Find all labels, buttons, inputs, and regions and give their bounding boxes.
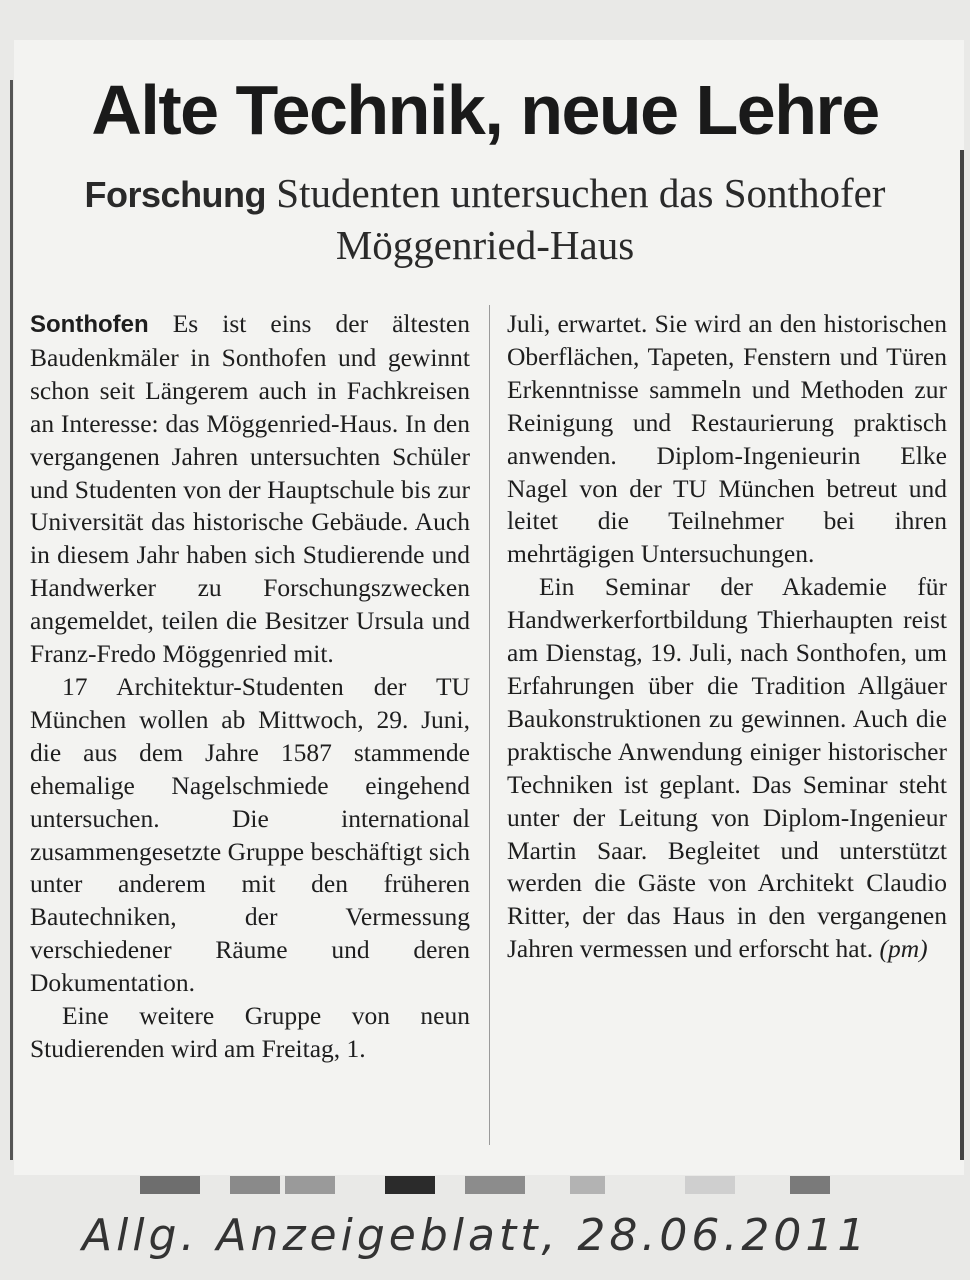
subhead-text: Studenten untersuchen das Sonthofer Möggenried-Haus <box>266 170 886 268</box>
registration-mark <box>140 1176 200 1194</box>
paragraph-4 <box>507 571 947 966</box>
article-subhead <box>0 168 970 270</box>
registration-mark <box>685 1176 735 1194</box>
author-signature: (pm) <box>879 934 928 964</box>
registration-mark <box>790 1176 830 1194</box>
registration-mark <box>385 1176 435 1194</box>
article-column-1 <box>30 308 470 1066</box>
article-column-2 <box>507 308 947 966</box>
handwritten-source-note: Allg. Anzeigeblatt, 28.06.2011 <box>82 1210 870 1261</box>
paragraph-3-start: Eine weitere Gruppe von neun Studierenden wird am Freitag, 1. <box>30 1001 470 1063</box>
registration-mark <box>285 1176 335 1194</box>
clipping-edge-right <box>960 150 964 1160</box>
paragraph-2: 17 Architektur-Studenten der TU München wollen ab Mittwoch, 29. Juni, die aus dem Jahre 1587 stammende ehemalige Nagelschmiede eingehend untersuchen. Die international zusammengesetzte Gruppe beschäftigt sich unter anderem mit den früheren Bautechniken, der Vermessung verschiedener Räume und deren Dokumentation. <box>30 671 470 998</box>
article-kicker: Forschung <box>84 174 267 215</box>
paragraph-3-continued: Juli, erwartet. Sie wird an den historischen Oberflächen, Tapeten, Fenstern und Türen Erkenntnisse sammeln und Methoden zur Reinigung und Restaurierung praktisch anwenden. Diplom-Ingenieurin Elke Nagel von der TU München betreut und leitet die Teilnehmer bei ihren mehrtägigen Untersuchungen. <box>507 309 947 569</box>
registration-mark <box>465 1176 525 1194</box>
dateline: Sonthofen <box>30 311 149 338</box>
column-divider <box>489 305 490 1145</box>
print-registration-marks <box>140 1170 860 1200</box>
registration-mark <box>570 1176 605 1194</box>
article-headline: Alte Technik, neue Lehre <box>91 71 879 149</box>
registration-mark <box>230 1176 280 1194</box>
paragraph-4-text: Ein Seminar der Akademie für Handwerkerfortbildung Thierhaupten reist am Dienstag, 19. Juli, nach Sonthofen, um Erfahrungen über die Tradition Allgäuer Baukonstruktionen zu gewinnen. Auch die praktische Anwendung einiger historischer Techniken ist geplant. Das Seminar steht unter der Leitung von Diplom-Ingenieur Martin Saar. Begleitet und unterstützt werden die Gäste von Architekt Claudio Ritter, der das Haus in den vergangenen Jahren vermessen und erforscht hat. <box>507 572 947 964</box>
paragraph-1-text: Es ist eins der ältesten Baudenkmäler in Sonthofen und gewinnt schon seit Längerem auch in Fachkreisen an Interesse: das Möggenried-Haus. In den vergangenen Jahren untersuchten Schüler und Studenten von der Hauptschule bis zur Universität das historische Gebäude. Auch in diesem Jahr haben sich Studierende und Handwerker zu Forschungszwecken angemeldet, teilen die Besitzer Ursula und Franz-Fredo Möggenried mit. <box>30 309 470 669</box>
paragraph-1 <box>30 308 470 671</box>
